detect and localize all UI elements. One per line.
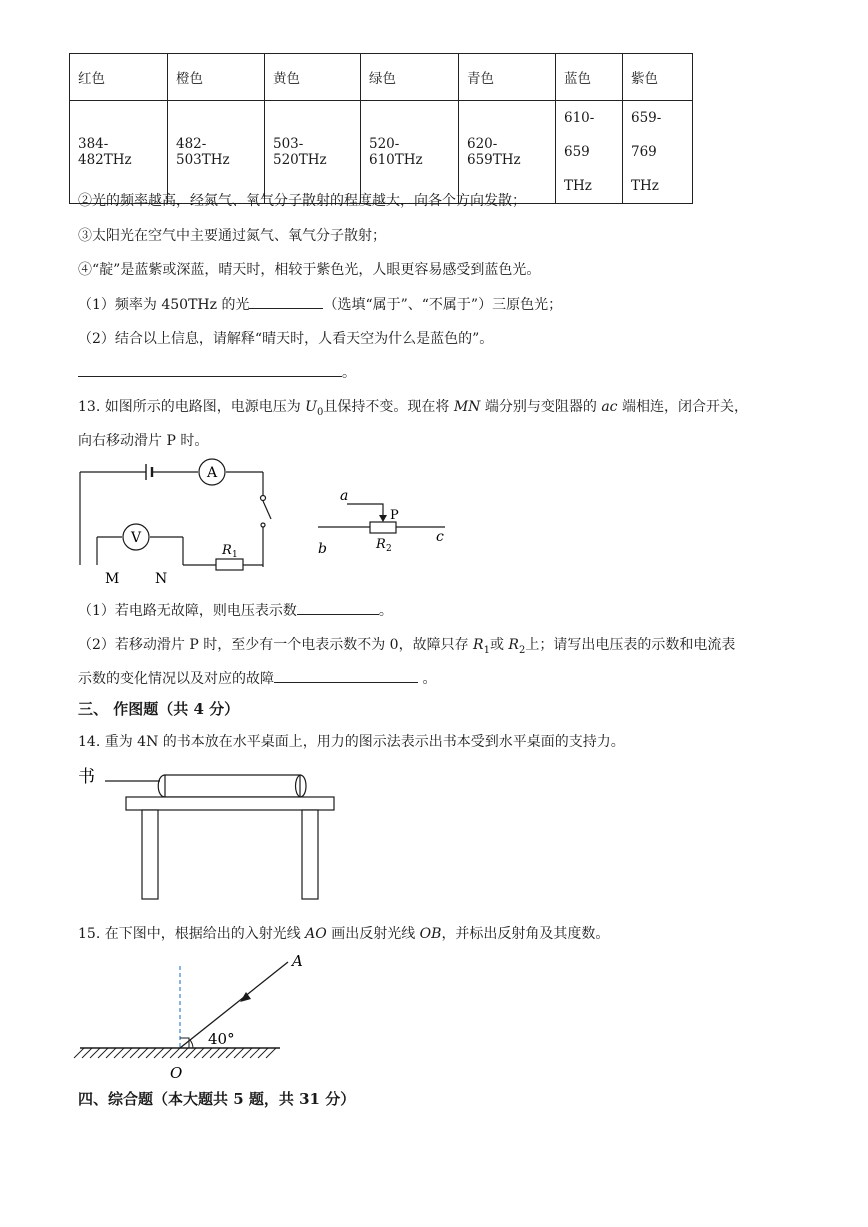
section-4-heading: 四、综合题（本大题共 5 题，共 31 分）	[78, 1090, 356, 1108]
voltmeter-label: V	[130, 530, 142, 546]
q15-text-b: 画出反射光线	[326, 926, 420, 942]
var-u: U	[305, 399, 317, 415]
q13-text: 且保持不变。现在将	[323, 399, 454, 415]
table-header-cell: 红色	[70, 54, 168, 101]
q15-text-c: ，并标出反射角及其度数。	[441, 926, 610, 942]
table	[126, 797, 334, 899]
q14-stem: 14. 重为 4N 的书本放在水平桌面上，用力的图示法表示出书本受到水平桌面的支持力。	[78, 734, 625, 750]
fact-4: ④“靛”是蓝紫或深蓝，晴天时，相较于紫色光，人眼更容易感受到蓝色光。	[78, 262, 541, 278]
terminal-m: M	[105, 571, 120, 587]
var-mn: MN	[453, 399, 481, 415]
fact-2: ②光的频率越高，经氮气、氧气分子散射的程度越大，向各个方向发散；	[78, 193, 526, 209]
table-header-row	[70, 54, 693, 101]
book-label: 书	[78, 767, 95, 787]
table-value-cell: 610-659 THz	[556, 101, 623, 204]
var-r1: R	[473, 637, 484, 653]
table-value-cell: 659-769 THz	[623, 101, 693, 204]
rheostat-c-label: c	[436, 529, 444, 545]
q15-text: 15. 在下图中，根据给出的入射光线	[78, 926, 306, 942]
q13-part2-or: 或	[489, 637, 509, 653]
ammeter-label: A	[206, 465, 218, 481]
r1-sub: 1	[232, 550, 238, 560]
q13-part2-line2	[78, 668, 436, 688]
q12-part1	[78, 294, 562, 314]
rheostat-b-label: b	[318, 541, 327, 557]
q12-part2: （2）结合以上信息，请解释“晴天时，人看天空为什么是蓝色的”。	[78, 331, 494, 347]
fact-3: ③太阳光在空气中主要通过氮气、氧气分子散射；	[78, 228, 386, 244]
angle-label: 40°	[208, 1030, 235, 1048]
q12-end: 。	[342, 365, 356, 381]
point-a-label: A	[292, 952, 303, 970]
var-ob: OB	[419, 926, 442, 942]
book	[105, 775, 306, 797]
var-r1-sub: 1	[483, 644, 490, 656]
table-header-cell: 橙色	[168, 54, 265, 101]
q13-part2-text-b: 上；请写出电压表的示数和电流表	[525, 637, 736, 653]
table-header-cell: 青色	[459, 54, 556, 101]
angle-arc	[190, 1040, 193, 1048]
q12-answer-line	[78, 362, 356, 382]
var-ac: ac	[601, 399, 618, 415]
table-header-cell: 蓝色	[556, 54, 623, 101]
section-3-heading: 三、 作图题（共 4 分）	[78, 700, 240, 718]
q13-part1-end: 。	[378, 603, 393, 619]
table-value-row	[70, 101, 693, 204]
var-r2-sub: 2	[518, 644, 526, 656]
answer-blank[interactable]	[274, 682, 418, 683]
r2-sub: 2	[386, 544, 392, 554]
q13-text: 端相连，闭合开关，	[617, 399, 748, 415]
q13-text: 端分别与变阻器的	[480, 399, 602, 415]
table-header-cell: 紫色	[623, 54, 693, 101]
var-r2: R	[508, 637, 519, 653]
table-value-cell: 520-610THz	[361, 101, 459, 204]
q13-part2-end: 。	[422, 671, 437, 687]
table-header-cell: 绿色	[361, 54, 459, 101]
table-value-cell: 620-659THz	[459, 101, 556, 204]
q13-part2	[78, 634, 735, 656]
var-u-sub: 0	[316, 406, 324, 418]
rheostat-a-label: a	[340, 488, 349, 504]
point-o-label: O	[170, 1064, 183, 1082]
answer-blank[interactable]	[249, 308, 323, 309]
table-value-cell: 384-482THz	[70, 101, 168, 204]
q12-part1-text-b: （选填“属于”、“不属于”）三原色光；	[323, 297, 563, 313]
answer-blank[interactable]	[78, 376, 342, 377]
q13-part2-text: （2）若移动滑片 P 时，至少有一个电表示数不为 0，故障只存	[78, 637, 474, 653]
r2-label: R	[376, 537, 386, 552]
ammeter	[199, 459, 225, 485]
q12-part1-text: （1）频率为 450THz 的光	[78, 297, 250, 313]
slider-p-label: P	[390, 508, 399, 523]
circuit-diagram	[0, 455, 470, 590]
voltmeter	[123, 524, 149, 550]
answer-blank[interactable]	[297, 614, 379, 615]
q13-stem-line2: 向右移动滑片 P 时。	[78, 433, 209, 449]
terminal-n: N	[155, 571, 168, 587]
table-header-cell: 黄色	[265, 54, 361, 101]
color-frequency-table	[69, 53, 693, 204]
reflection-diagram	[70, 948, 330, 1083]
q13-text: 13. 如图所示的电路图，电源电压为	[78, 399, 306, 415]
q13-stem-line1	[78, 396, 748, 418]
q15-stem	[78, 923, 609, 943]
r1-label: R	[222, 543, 232, 558]
table-value-cell: 503-520THz	[265, 101, 361, 204]
q13-part1	[78, 600, 393, 620]
table-value-cell: 482-503THz	[168, 101, 265, 204]
book-table-diagram	[70, 762, 350, 907]
var-ao: AO	[305, 926, 327, 942]
q13-part2-text-c: 示数的变化情况以及对应的故障	[78, 671, 274, 687]
q13-part1-text: （1）若电路无故障，则电压表示数	[78, 603, 297, 619]
